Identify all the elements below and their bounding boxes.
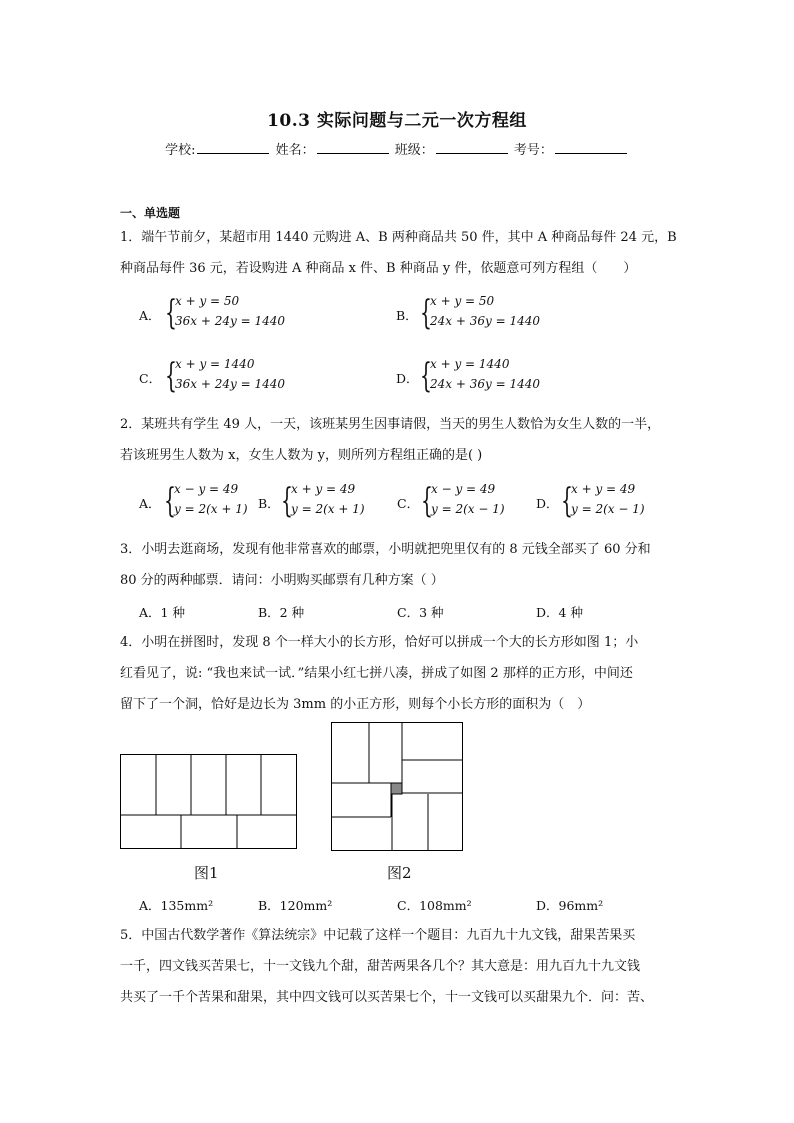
school-label: 学校: [165,143,196,158]
figure-2-caption: 图2 [387,864,412,882]
equation-2: 36x + 24y = 1440 [175,377,285,391]
q2-option-a-label[interactable]: A． [139,496,161,511]
brace-icon: { [420,356,432,396]
question-4-text [120,627,690,720]
question-4-line-2: 红看见了，说: “我也来试一试．”结果小红七拼八凑，拼成了如图 2 那样的正方形，中间还 [120,666,633,681]
equation-2: 24x + 36y = 1440 [430,377,540,391]
name-label: 姓名： [275,143,315,158]
class-label: 班级： [394,143,434,158]
q3-option-c[interactable]: C．3 种 [397,605,444,620]
figure-1-rectangle-tiling [120,754,298,850]
brace-icon: { [165,356,177,396]
q4-option-d[interactable]: D．96mm² [536,898,604,913]
brace-icon: { [561,481,573,521]
question-5-line-1: 5．中国古代数学著作《算法统宗》中记载了这样一个题目：九百九十九文钱，甜果苦果买 [120,928,636,943]
question-1-line-2: 种商品每件 36 元，若设购进 A 种商品 x 件、B 种商品 y 件，依题意可列方程组（ ） [120,261,637,276]
brace-icon: { [420,293,432,333]
question-3-line-1: 3．小明去逛商场，发现有他非常喜欢的邮票，小明就把兜里仅有的 8 元钱全部买了 60 分和 [120,542,651,557]
equation-1: x + y = 50 [175,294,240,308]
question-5-text [120,920,690,1013]
question-2-text [120,409,690,471]
q4-option-c[interactable]: C．108mm² [397,898,472,913]
equation-2: 24x + 36y = 1440 [430,314,540,328]
equation-1: x + y = 49 [291,482,356,496]
equation-2: y = 2(x + 1) [174,502,248,516]
q2-option-b-label[interactable]: B． [258,496,280,511]
q1-option-a-label[interactable]: A． [139,308,161,323]
student-info-line [0,139,794,158]
class-blank[interactable] [436,141,508,154]
equation-1: x + y = 49 [571,482,636,496]
exam-no-blank[interactable] [555,141,627,154]
equation-1: x + y = 50 [430,294,495,308]
school-blank[interactable] [197,141,269,154]
question-2-line-1: 2．某班共有学生 49 人，一天，该班某男生因事请假，当天的男生人数恰为女生人数的一半， [120,417,661,432]
figure-1-caption: 图1 [194,864,219,882]
section-heading: 一、单选题 [120,206,181,220]
q2-option-c-label[interactable]: C． [397,496,420,511]
q1-option-c-label[interactable]: C． [139,371,162,386]
brace-icon: { [421,481,433,521]
page-title: 10.3 实际问题与二元一次方程组 [267,111,527,131]
question-1-text [120,222,690,284]
equation-1: x − y = 49 [174,482,239,496]
q3-option-a[interactable]: A．1 种 [139,605,185,620]
figure-2-square-with-hole [331,722,464,852]
equation-2: 36x + 24y = 1440 [175,314,285,328]
q1-option-b-label[interactable]: B． [396,308,418,323]
equation-1: x + y = 1440 [175,357,255,371]
equation-2: y = 2(x − 1) [571,502,645,516]
brace-icon: { [281,481,293,521]
question-5-line-2: 一千，四文钱买苦果七，十一文钱九个甜，甜苦两果各几个？其大意是：用九百九十九文钱 [120,959,641,974]
equation-2: y = 2(x + 1) [291,502,365,516]
q4-option-a[interactable]: A．135mm² [139,898,214,913]
question-2-line-2: 若该班男生人数为 x，女生人数为 y，则所列方程组正确的是( ) [120,448,483,463]
brace-icon: { [164,481,176,521]
q1-option-d-label[interactable]: D． [396,371,419,386]
q3-option-b[interactable]: B．2 种 [258,605,305,620]
equation-2: y = 2(x − 1) [431,502,505,516]
question-3-line-2: 80 分的两种邮票．请问：小明购买邮票有几种方案（ ） [120,573,444,588]
q4-option-b[interactable]: B．120mm² [258,898,333,913]
q3-option-d[interactable]: D．4 种 [536,605,583,620]
name-blank[interactable] [317,141,389,154]
brace-icon: { [165,293,177,333]
equation-1: x − y = 49 [431,482,496,496]
question-5-line-3: 共买了一千个苦果和甜果，其中四文钱可以买苦果七个，十一文钱可以买甜果九个．问：苦、 [120,990,654,1005]
question-4-line-3: 留下了一个洞，恰好是边长为 3mm 的小正方形，则每个小长方形的面积为（ ） [120,697,591,712]
exam-no-label: 考号： [513,143,553,158]
equation-1: x + y = 1440 [430,357,510,371]
question-1-line-1: 1．端午节前夕，某超市用 1440 元购进 A、B 两种商品共 50 件，其中 A 种商品每件 24 元，B [120,230,677,245]
question-3-text [120,534,690,596]
q2-option-d-label[interactable]: D． [536,496,559,511]
question-4-line-1: 4．小明在拼图时，发现 8 个一样大小的长方形，恰好可以拼成一个大的长方形如图 1；小 [120,635,639,650]
